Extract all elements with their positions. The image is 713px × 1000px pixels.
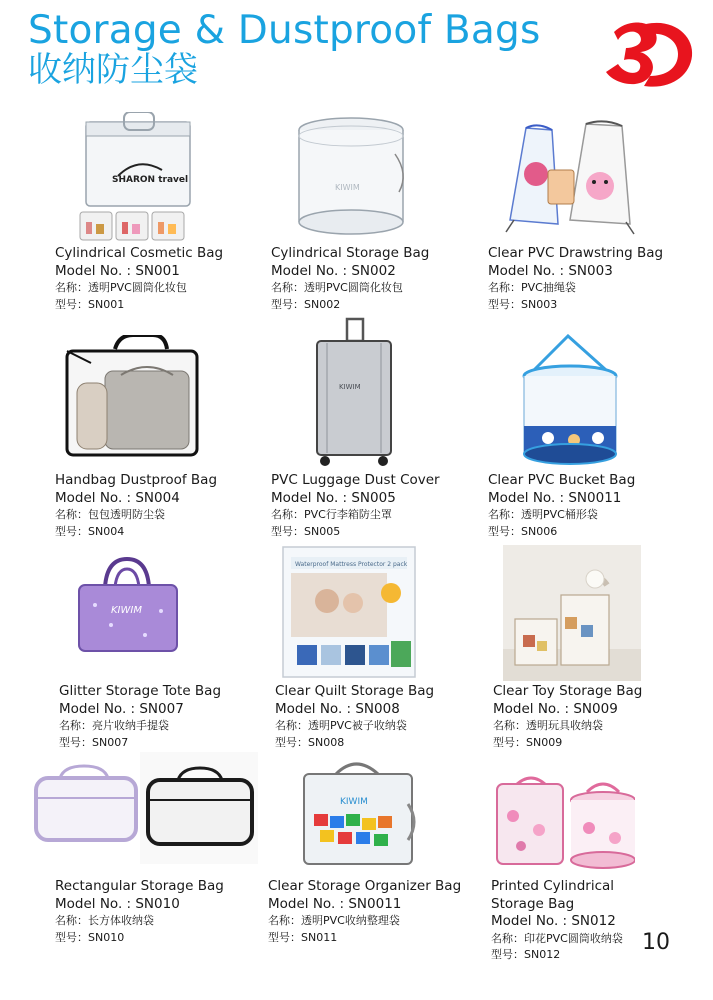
page-title-chinese: 收纳防尘袋 [28, 50, 198, 90]
chinese-model: 型号：SN007 [59, 735, 129, 749]
product-card-sn010 [32, 750, 272, 950]
product-card-sn008 [275, 545, 475, 755]
product-name: Clear Storage Organizer Bag [268, 878, 462, 894]
page-number: 10 [642, 930, 670, 955]
product-card-sn005 [271, 317, 471, 537]
cylindrical-bag-image [291, 114, 415, 244]
chinese-model: 型号：SN010 [55, 930, 125, 944]
chinese-model: 型号：SN012 [491, 948, 561, 961]
model-number: Model No. : SN007 [59, 700, 184, 717]
chinese-name: 名称：透明PVC收纳整理袋 [268, 914, 400, 927]
product-name: Handbag Dustproof Bag [55, 472, 218, 488]
product-card-sn006 [488, 332, 688, 542]
chinese-model: 型号：SN004 [55, 524, 125, 538]
glitter-tote-image [75, 555, 181, 655]
model-number: Model No. : SN009 [493, 700, 618, 717]
brand-logo-icon [600, 14, 695, 92]
model-number: Model No. : SN0011 [268, 895, 402, 912]
luggage-cover-image [313, 317, 395, 469]
organizer-bag-image [296, 754, 420, 872]
chinese-name: 名称：PVC行李箱防尘罩 [271, 508, 392, 521]
model-number: Model No. : SN002 [271, 262, 396, 279]
model-number: Model No. : SN001 [55, 262, 180, 279]
product-card-sn002 [271, 112, 471, 312]
quilt-bag-image [281, 545, 417, 679]
product-card-sn001 [55, 112, 255, 312]
chinese-name: 名称：透明PVC圆筒化妆包 [271, 281, 403, 294]
sharon-travel-label: SHARON travel [112, 175, 189, 185]
model-number: Model No. : SN012 [491, 913, 616, 929]
chinese-name: 名称：印花PVC圆筒收纳袋 [491, 931, 623, 945]
chinese-name: 名称：亮片收纳手提袋 [59, 719, 169, 732]
cosmetic-bag-image [78, 112, 198, 244]
model-number: Model No. : SN008 [275, 700, 400, 717]
chinese-model: 型号：SN006 [488, 524, 558, 538]
product-name: Cylindrical Storage Bag [271, 245, 430, 261]
product-card-sn009 [493, 545, 693, 755]
product-card-sn004 [55, 335, 255, 538]
chinese-model: 型号：SN003 [488, 297, 558, 311]
chinese-model: 型号：SN011 [268, 930, 338, 944]
kiwim-label: KIWIM [111, 605, 142, 616]
drawstring-bag-image [496, 120, 640, 238]
product-name: Clear Toy Storage Bag [493, 683, 643, 699]
model-number: Model No. : SN003 [488, 262, 613, 279]
product-card-sn011 [268, 752, 478, 952]
chinese-name: 名称：透明玩具收纳袋 [493, 719, 603, 732]
page-title: Storage & Dustproof Bags [28, 8, 541, 53]
product-card-sn003 [488, 112, 688, 312]
kiwim-label: KIWIM [340, 797, 368, 807]
product-name: Printed Cylindrical Storage Bag [491, 878, 615, 912]
product-name: Cylindrical Cosmetic Bag [55, 245, 224, 261]
chinese-model: 型号：SN009 [493, 735, 563, 749]
quilt-bag-label: Waterproof Mattress Protector 2 pack [295, 561, 408, 568]
kiwim-label: KIWIM [339, 383, 361, 391]
printed-bag-image [493, 766, 635, 872]
kiwim-label: KIWIM [335, 183, 360, 192]
product-name: Rectangular Storage Bag [55, 878, 224, 894]
handbag-cover-image [63, 335, 203, 459]
chinese-name: 名称：透明PVC被子收纳袋 [275, 719, 407, 732]
chinese-name: 名称：透明PVC圆筒化妆包 [55, 281, 187, 294]
chinese-model: 型号：SN001 [55, 297, 125, 311]
rectangular-bag-image [32, 750, 260, 866]
chinese-name: 名称：包包透明防尘袋 [55, 508, 165, 521]
chinese-model: 型号：SN008 [275, 735, 345, 749]
product-card-sn007 [59, 555, 259, 755]
bucket-bag-image [518, 334, 622, 468]
chinese-name: 名称：透明PVC桶形袋 [488, 508, 598, 521]
model-number: Model No. : SN0011 [488, 489, 622, 506]
chinese-name: 名称：PVC抽绳袋 [488, 281, 576, 294]
product-name: Clear PVC Bucket Bag [488, 472, 636, 488]
toy-bag-image [503, 545, 641, 681]
product-name: Clear Quilt Storage Bag [275, 683, 435, 699]
product-name: Clear PVC Drawstring Bag [488, 245, 664, 261]
model-number: Model No. : SN010 [55, 895, 180, 912]
model-number: Model No. : SN005 [271, 489, 396, 506]
product-name: PVC Luggage Dust Cover [271, 472, 440, 488]
product-name: Glitter Storage Tote Bag [59, 683, 222, 699]
chinese-name: 名称：长方体收纳袋 [55, 914, 154, 927]
chinese-model: 型号：SN002 [271, 297, 341, 311]
chinese-model: 型号：SN005 [271, 524, 341, 538]
model-number: Model No. : SN004 [55, 489, 180, 506]
